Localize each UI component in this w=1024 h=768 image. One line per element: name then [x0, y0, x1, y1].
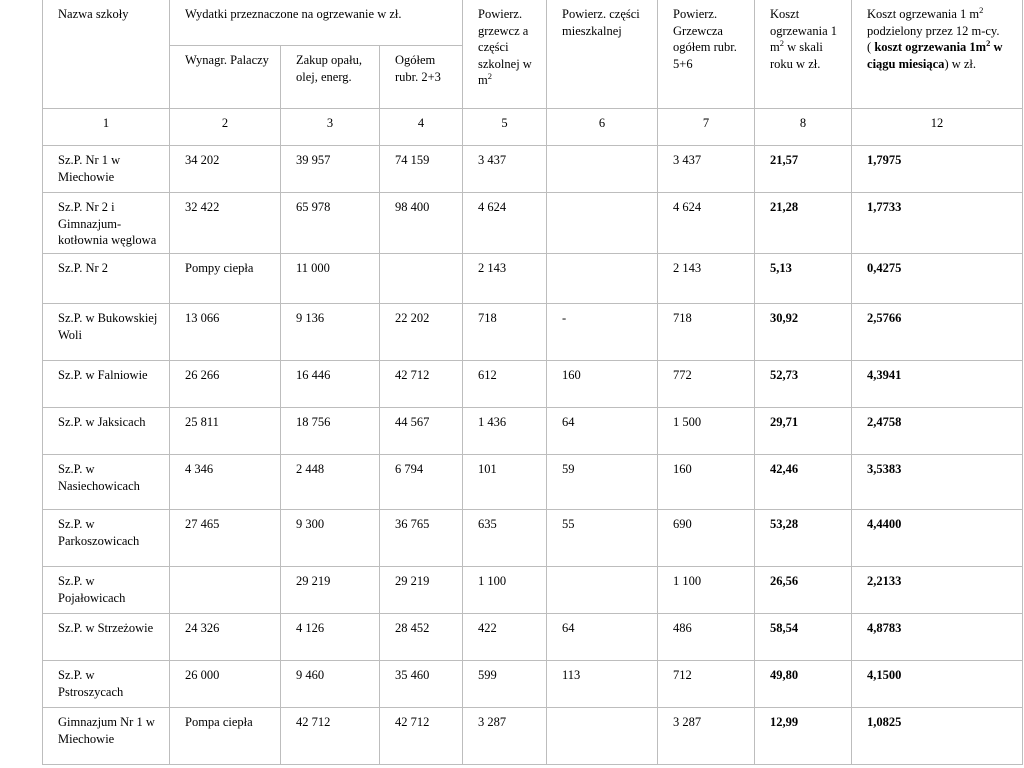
area-residential-cell: [547, 708, 658, 765]
area-total-cell: 1 100: [658, 567, 755, 614]
header-row: [43, 0, 1023, 46]
area-school-cell: 612: [463, 361, 547, 408]
column-number: 6: [547, 109, 658, 146]
total-expenses-cell: 74 159: [380, 146, 463, 193]
area-residential-cell: 59: [547, 455, 658, 510]
total-expenses-cell: 22 202: [380, 304, 463, 361]
cost-per-m2-year-cell: 5,13: [755, 254, 852, 304]
column-number: 4: [380, 109, 463, 146]
total-expenses-cell: 42 712: [380, 361, 463, 408]
cost-per-m2-year-cell: 21,57: [755, 146, 852, 193]
school-name-cell: Sz.P. Nr 1 w Miechowie: [43, 146, 170, 193]
salaries-cell: 34 202: [170, 146, 281, 193]
fuel-cell: 18 756: [281, 408, 380, 455]
header-salaries: Wynagr. Palaczy: [170, 46, 281, 109]
fuel-cell: 9 300: [281, 510, 380, 567]
cost-per-m2-month-cell: 1,0825: [852, 708, 1023, 765]
area-total-cell: 2 143: [658, 254, 755, 304]
school-name-cell: Sz.P. w Pstroszycach: [43, 661, 170, 708]
school-name-cell: Sz.P. w Parkoszowicach: [43, 510, 170, 567]
cost-per-m2-year-cell: 52,73: [755, 361, 852, 408]
header-cost-per-m2-year: Koszt ogrzewania 1 $m^2$ w skali roku w zł.: [755, 0, 852, 109]
area-total-cell: 160: [658, 455, 755, 510]
header-cost-per-m2-month: Koszt ogrzewania 1 $m^2$ podzielony przez 12 m-cy. ( koszt ogrzewania $1m^2$ w ciągu miesiąca) w zł.: [852, 0, 1023, 109]
area-residential-cell: [547, 193, 658, 254]
area-total-cell: 4 624: [658, 193, 755, 254]
area-residential-cell: 113: [547, 661, 658, 708]
area-school-cell: 101: [463, 455, 547, 510]
school-name-cell: Sz.P. Nr 2 i Gimnazjum- kotłownia węglowa: [43, 193, 170, 254]
area-school-cell: 1 100: [463, 567, 547, 614]
cost-per-m2-year-cell: 12,99: [755, 708, 852, 765]
area-school-cell: 4 624: [463, 193, 547, 254]
school-name-cell: Sz.P. w Bukowskiej Woli: [43, 304, 170, 361]
cost-per-m2-year-cell: 42,46: [755, 455, 852, 510]
total-expenses-cell: 29 219: [380, 567, 463, 614]
heating-cost-table: [42, 0, 1023, 765]
school-name-cell: Sz.P. w Nasiechowicach: [43, 455, 170, 510]
fuel-cell: 29 219: [281, 567, 380, 614]
column-number: 2: [170, 109, 281, 146]
salaries-cell: 27 465: [170, 510, 281, 567]
area-total-cell: 690: [658, 510, 755, 567]
table-row: [43, 614, 1023, 661]
header-fuel: Zakup opału, olej, energ.: [281, 46, 380, 109]
area-school-cell: 635: [463, 510, 547, 567]
column-number: 3: [281, 109, 380, 146]
area-residential-cell: 160: [547, 361, 658, 408]
table-row: [43, 567, 1023, 614]
fuel-cell: 16 446: [281, 361, 380, 408]
cost-per-m2-month-cell: 1,7733: [852, 193, 1023, 254]
area-residential-cell: 64: [547, 408, 658, 455]
area-total-cell: 3 287: [658, 708, 755, 765]
fuel-cell: 9 460: [281, 661, 380, 708]
salaries-cell: Pompy ciepła: [170, 254, 281, 304]
area-residential-cell: [547, 146, 658, 193]
table-row: [43, 254, 1023, 304]
salaries-cell: 13 066: [170, 304, 281, 361]
cost-per-m2-month-cell: 1,7975: [852, 146, 1023, 193]
cost-per-m2-month-cell: 4,4400: [852, 510, 1023, 567]
column-number: 5: [463, 109, 547, 146]
area-residential-cell: -: [547, 304, 658, 361]
cost-per-m2-month-cell: 2,4758: [852, 408, 1023, 455]
table-row: [43, 708, 1023, 765]
table-row: [43, 408, 1023, 455]
area-total-cell: 712: [658, 661, 755, 708]
column-number: 12: [852, 109, 1023, 146]
area-school-cell: 422: [463, 614, 547, 661]
cost-per-m2-year-cell: 21,28: [755, 193, 852, 254]
column-number: 7: [658, 109, 755, 146]
fuel-cell: 9 136: [281, 304, 380, 361]
area-residential-cell: 64: [547, 614, 658, 661]
table-row: [43, 304, 1023, 361]
cost-per-m2-month-cell: 2,2133: [852, 567, 1023, 614]
area-total-cell: 3 437: [658, 146, 755, 193]
total-expenses-cell: 36 765: [380, 510, 463, 567]
total-expenses-cell: 98 400: [380, 193, 463, 254]
total-expenses-cell: 35 460: [380, 661, 463, 708]
cost-per-m2-month-cell: 0,4275: [852, 254, 1023, 304]
area-residential-cell: [547, 254, 658, 304]
column-number: 1: [43, 109, 170, 146]
area-total-cell: 486: [658, 614, 755, 661]
cost-per-m2-year-cell: 58,54: [755, 614, 852, 661]
cost-per-m2-month-cell: 4,1500: [852, 661, 1023, 708]
school-name-cell: Gimnazjum Nr 1 w Miechowie: [43, 708, 170, 765]
salaries-cell: 26 266: [170, 361, 281, 408]
cost-per-m2-month-cell: 3,5383: [852, 455, 1023, 510]
total-expenses-cell: [380, 254, 463, 304]
header-expenses: Wydatki przeznaczone na ogrzewanie w zł.: [170, 0, 463, 46]
area-total-cell: 718: [658, 304, 755, 361]
cost-per-m2-month-cell: 4,8783: [852, 614, 1023, 661]
fuel-cell: 42 712: [281, 708, 380, 765]
fuel-cell: 4 126: [281, 614, 380, 661]
school-name-cell: Sz.P. w Strzeżowie: [43, 614, 170, 661]
salaries-cell: 4 346: [170, 455, 281, 510]
area-total-cell: 1 500: [658, 408, 755, 455]
column-number-row: [43, 109, 1023, 146]
header-area-total: Powierz. Grzewcza ogółem rubr. 5+6: [658, 0, 755, 109]
fuel-cell: 11 000: [281, 254, 380, 304]
total-expenses-cell: 42 712: [380, 708, 463, 765]
area-school-cell: 3 287: [463, 708, 547, 765]
area-residential-cell: 55: [547, 510, 658, 567]
table-row: [43, 361, 1023, 408]
school-name-cell: Sz.P. w Pojałowicach: [43, 567, 170, 614]
cost-per-m2-year-cell: 29,71: [755, 408, 852, 455]
total-expenses-cell: 28 452: [380, 614, 463, 661]
header-school-name: Nazwa szkoły: [43, 0, 170, 109]
table-row: [43, 661, 1023, 708]
fuel-cell: 2 448: [281, 455, 380, 510]
cost-per-m2-year-cell: 53,28: [755, 510, 852, 567]
cost-per-m2-month-cell: 4,3941: [852, 361, 1023, 408]
area-school-cell: 599: [463, 661, 547, 708]
fuel-cell: 65 978: [281, 193, 380, 254]
header-area-residential: Powierz. części mieszkalnej: [547, 0, 658, 109]
area-residential-cell: [547, 567, 658, 614]
area-total-cell: 772: [658, 361, 755, 408]
total-expenses-cell: 6 794: [380, 455, 463, 510]
table-row: [43, 510, 1023, 567]
area-school-cell: 718: [463, 304, 547, 361]
salaries-cell: 32 422: [170, 193, 281, 254]
table-row: [43, 146, 1023, 193]
table-row: [43, 193, 1023, 254]
total-expenses-cell: 44 567: [380, 408, 463, 455]
school-name-cell: Sz.P. w Falniowie: [43, 361, 170, 408]
cost-per-m2-year-cell: 49,80: [755, 661, 852, 708]
salaries-cell: Pompa ciepła: [170, 708, 281, 765]
fuel-cell: 39 957: [281, 146, 380, 193]
salaries-cell: 25 811: [170, 408, 281, 455]
salaries-cell: [170, 567, 281, 614]
table-row: [43, 455, 1023, 510]
area-school-cell: 3 437: [463, 146, 547, 193]
area-school-cell: 1 436: [463, 408, 547, 455]
cost-per-m2-year-cell: 30,92: [755, 304, 852, 361]
area-school-cell: 2 143: [463, 254, 547, 304]
cost-per-m2-month-cell: 2,5766: [852, 304, 1023, 361]
salaries-cell: 26 000: [170, 661, 281, 708]
school-name-cell: Sz.P. Nr 2: [43, 254, 170, 304]
header-area-school: Powierz. grzewcz a części szkolnej w $m^2$: [463, 0, 547, 109]
cost-per-m2-year-cell: 26,56: [755, 567, 852, 614]
header-total: Ogółem rubr. 2+3: [380, 46, 463, 109]
column-number: 8: [755, 109, 852, 146]
salaries-cell: 24 326: [170, 614, 281, 661]
school-name-cell: Sz.P. w Jaksicach: [43, 408, 170, 455]
